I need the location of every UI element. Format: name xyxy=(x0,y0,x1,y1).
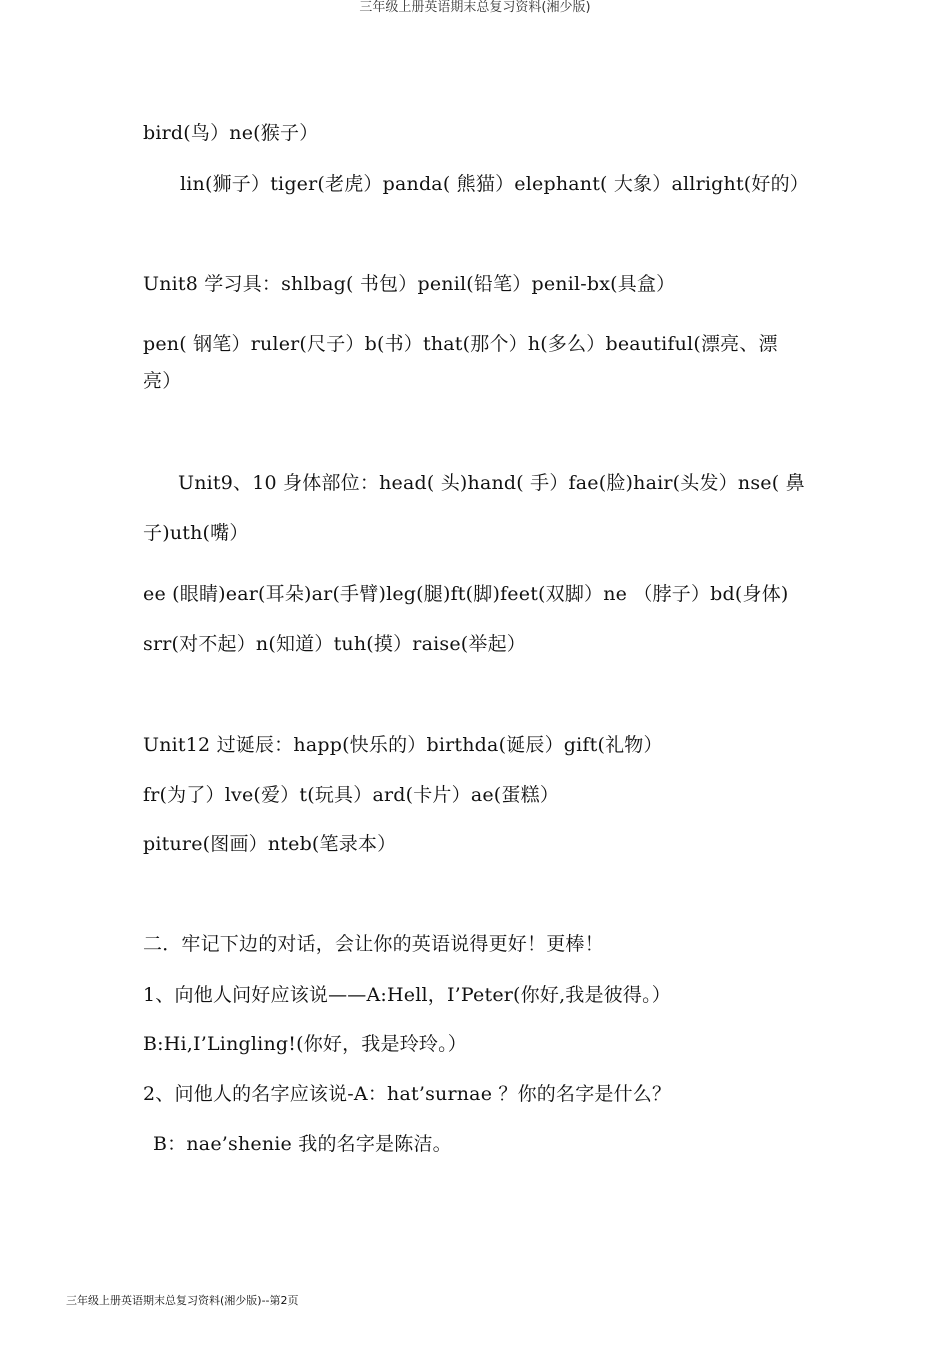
vocab-line-unit12-1: Unit12 过诞辰：happ(快乐的）birthda(诞辰）gift(礼物） xyxy=(143,734,663,756)
vocab-line-animals-2: lin(狮子）tiger(老虎）panda( 熊猫）elephant( 大象）allright(好的） xyxy=(180,173,809,195)
dialogue-line-2: B:Hi,I’Lingling!(你好，我是玲玲。） xyxy=(143,1033,467,1055)
page-footer: 三年级上册英语期末总复习资料(湘少版)--第2页 xyxy=(66,1294,299,1307)
vocab-line-unit12-3: piture(图画）nteb(笔录本） xyxy=(143,833,397,855)
dialogue-line-3: 2、问他人的名字应该说-A：hat’surnae ？你的名字是什么？ xyxy=(143,1083,672,1105)
vocab-line-unit8-1: Unit8 学习具：shlbag( 书包）penil(铅笔）penil-bx(具盒） xyxy=(143,273,676,295)
section-heading-dialogues: 二．牢记下边的对话，会让你的英语说得更好！更棒！ xyxy=(143,933,604,955)
page-header: 三年级上册英语期末总复习资料(湘少版) xyxy=(359,0,591,15)
vocab-line-unit9-2: 子)uth(嘴） xyxy=(143,522,249,544)
dialogue-line-4: B：nae’shenie 我的名字是陈洁。 xyxy=(153,1133,452,1155)
vocab-line-unit12-2: fr(为了）lve(爱）t(玩具）ard(卡片）ae(蛋糕） xyxy=(143,784,560,806)
vocab-line-unit9-4: srr(对不起）n(知道）tuh(摸）raise(举起） xyxy=(143,633,526,655)
vocab-line-unit9-1: Unit9、10 身体部位：head( 头)hand( 手）fae(脸)hair(头发）nse( 鼻 xyxy=(178,472,805,494)
vocab-line-unit9-3: ee (眼睛)ear(耳朵)ar(手臂)leg(腿)ft(脚)feet(双脚）ne （脖子）bd(身体) xyxy=(143,583,789,605)
vocab-line-unit8-2: pen( 钢笔）ruler(尺子）b(书）that(那个）h(多么）beautiful(漂亮、漂 xyxy=(143,333,778,355)
vocab-line-animals-1: bird(鸟）ne(猴子） xyxy=(143,122,319,144)
vocab-line-unit8-3: 亮） xyxy=(143,370,182,392)
dialogue-line-1: 1、向他人问好应该说——A:Hell，I’Peter(你好,我是彼得。） xyxy=(143,984,672,1006)
